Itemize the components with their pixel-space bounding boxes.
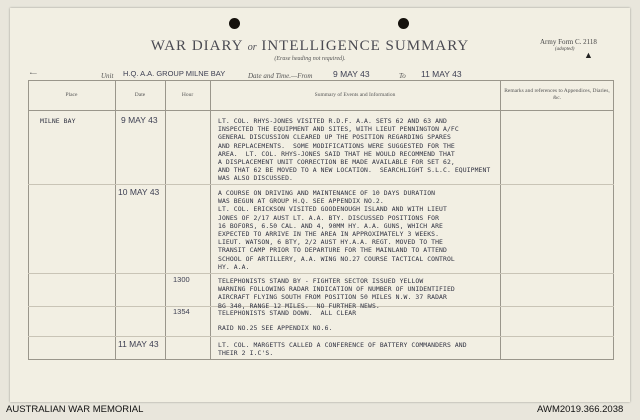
to-label: To <box>399 72 406 80</box>
footer-accession-number: AWM2019.366.2038 <box>537 404 624 415</box>
entry-date: 11 MAY 43 <box>118 339 159 349</box>
unit-label: Unit <box>101 72 114 80</box>
col-header-remarks: Remarks and references to Appendices, Diaries, &c. <box>504 88 610 101</box>
entry-text: TELEPHONISTS STAND BY - FIGHTER SECTOR ISSUED YELLOW WARNING FOLLOWING RADAR INDICATION OF NUMBER OF UNIDENTIFIED AIRCRAFT FLYING SOUTH FROM POSITION 50 MILES N.W. 37 RADAR BG 340, RANGE 12 MILES. NO FURTHER NEWS. <box>218 277 455 310</box>
margin-mark: •— <box>30 71 37 77</box>
col-header-place: Place <box>65 92 78 98</box>
entry-hour: 1354 <box>173 307 190 316</box>
army-form-number: Army Form C. 2118 <box>540 38 597 46</box>
col-header-summary: Summary of Events and Information <box>314 92 396 98</box>
col-divider <box>115 80 116 360</box>
punch-hole-right <box>398 18 409 29</box>
entry-date: 10 MAY 43 <box>118 187 160 197</box>
col-header-date: Date <box>134 92 146 98</box>
army-form-adopted: (adopted) <box>555 47 575 52</box>
col-divider <box>500 80 501 360</box>
col-divider <box>210 80 211 360</box>
entry-hour: 1300 <box>173 275 190 284</box>
pencil-arrow-icon: ▲ <box>584 50 593 60</box>
from-date: 9 MAY 43 <box>333 69 370 79</box>
form-subtitle: (Erase heading not required). <box>274 56 346 62</box>
row-rule <box>28 273 614 274</box>
entry-text: RAID NO.25 SEE APPENDIX NO.6. <box>218 324 333 332</box>
date-time-label: Date and Time.—From <box>248 72 313 80</box>
entry-date: 9 MAY 43 <box>121 115 158 125</box>
col-header-hour: Hour <box>181 92 194 98</box>
entry-text: LT. COL. RHYS-JONES VISITED R.D.F. A.A. SETS 62 AND 63 AND INSPECTED THE EQUIPMENT AND SITES, WITH LIEUT PENNINGTON A/FC GENERAL DISCUSSION CLEARED UP THE POSITION REGARDING SPARES AND REPLACEMENTS. SOME MODIFICATIONS WERE SUGGESTED FOR THE AREA. LT. COL. RHYS-JONES SAID THAT HE WOULD RECOMMEND THAT A DISPLACEMENT UNIT CORRECTION BE MADE AVAILABLE FOR SET 62, AND THAT 62 BE MOVED TO A NEW LOCATION. SEARCHLIGHT S.L.C. EQUIPMENT WAS ALSO DISCUSSED. <box>218 117 491 183</box>
unit-value: H.Q. A.A. GROUP MILNE BAY <box>123 69 226 78</box>
entry-text: LT. COL. MARGETTS CALLED A CONFERENCE OF BATTERY COMMANDERS AND THEIR 2 I.C'S. <box>218 341 467 358</box>
row-rule <box>28 336 614 337</box>
col-divider <box>165 80 166 360</box>
to-date: 11 MAY 43 <box>421 69 462 79</box>
entry-text: TELEPHONISTS STAND DOWN. ALL CLEAR <box>218 309 357 317</box>
entry-text: A COURSE ON DRIVING AND MAINTENANCE OF 10 DAYS DURATION WAS BEGUN AT GROUP H.Q. SEE APPENDIX NO.2. LT. COL. ERICKSON VISITED GOODENOUGH ISLAND AND WITH LIEUT JONES OF 2/17 AUST LT. A.A. BTY. DISCUSSED POSITIONS FOR 16 BOFORS, 6.50 CAL. AND 4, 90MM HY. A.A. GUNS, WHICH ARE EXPECTED TO ARRIVE IN THE AREA IN APPROXIMATELY 3 WEEKS. LIEUT. WATSON, 6 BTY, 2/2 AUST HY.A.A. REGT. MOVED TO THE TRANSIT CAMP PRIOR TO DEPARTURE FOR THE MAINLAND TO ATTEND SCHOOL OF ARTILLERY, A.A. WING NO.27 COURSE TACTICAL CONTROL HY. A.A. <box>218 189 455 271</box>
header-divider <box>28 110 614 111</box>
punch-hole-left <box>229 18 240 29</box>
entry-place: MILNE BAY <box>40 117 76 125</box>
footer-institution: AUSTRALIAN WAR MEMORIAL <box>6 404 144 415</box>
row-rule <box>28 184 614 185</box>
form-title: WAR DIARY or INTELLIGENCE SUMMARY <box>150 38 470 54</box>
